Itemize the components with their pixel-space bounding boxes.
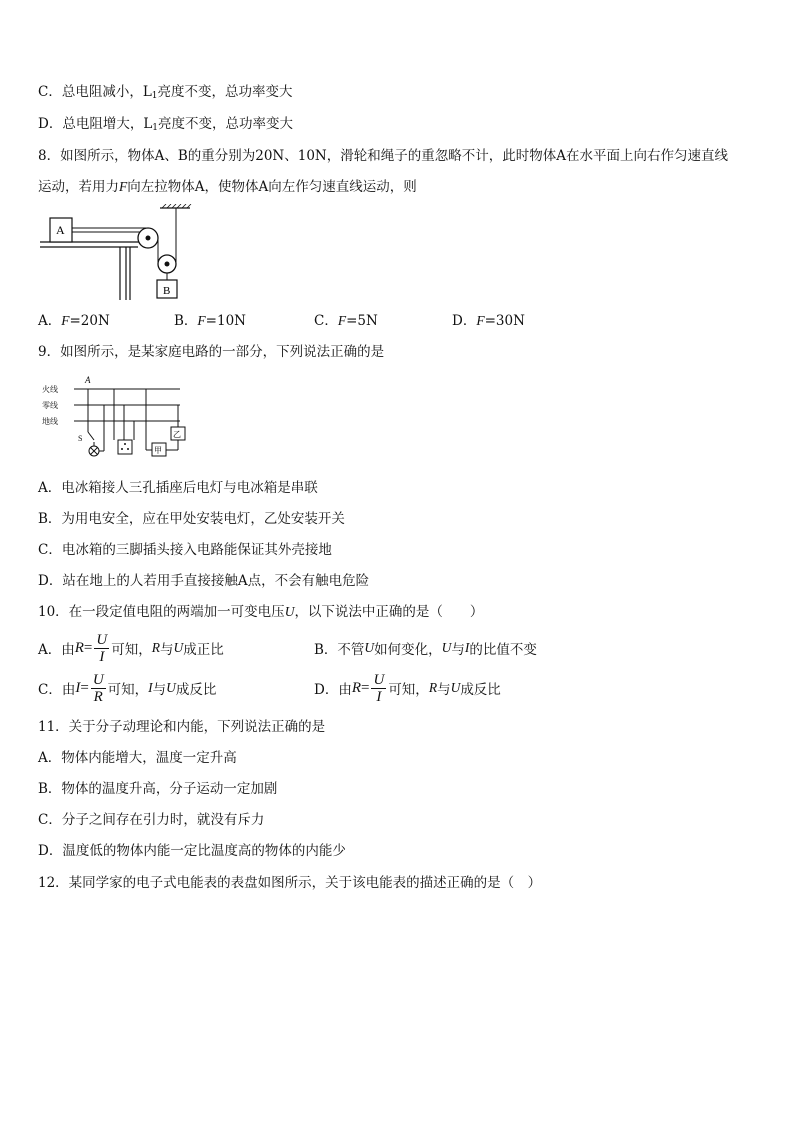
q11-option-d: D．温度低的物体内能一定比温度高的物体的内能少 (38, 843, 346, 859)
q9-option-b: B．为用电安全，应在甲处安装电灯，乙处安装开关 (38, 511, 345, 527)
q9-label-ground: 地线 (42, 417, 58, 426)
q7-option-d: D．总电阻增大，$L_1$亮度不变，总功率变大 (38, 116, 294, 133)
q10-option-d: D．由 R = $\frac{U}{I}$ 可知， R 与 U 成反比 (314, 671, 501, 705)
q9-option-d: D．站在地上的人若用手直接接触A点，不会有触电危险 (38, 573, 370, 589)
q8-option-b: B．F=10N (174, 313, 246, 329)
q9-label-live: 火线 (42, 385, 58, 394)
q9-label-jia: 甲 (154, 446, 162, 455)
q11-option-c: C．分子之间存在引力时，就没有斥力 (38, 812, 265, 828)
q9-option-c: C．电冰箱的三脚插头接入电路能保证其外壳接地 (38, 542, 332, 558)
q12-stem: 12．某同学家的电子式电能表的表盘如图所示，关于该电能表的描述正确的是（ ） (38, 875, 542, 891)
q9-label-neutral: 零线 (42, 401, 58, 410)
q8-option-a: A．F=20N (38, 313, 110, 329)
q11-stem: 11．关于分子动理论和内能，下列说法正确的是 (38, 719, 326, 735)
q9-label-point-a: A (85, 375, 91, 385)
q10-option-d-fraction: $\frac{U}{I}$ (373, 671, 385, 705)
q10-option-c: C．由 I = $\frac{U}{R}$ 可知， I 与 U 成反比 (38, 671, 217, 705)
q8-option-d: D．F=30N (452, 313, 525, 329)
q9-circuit-figure (38, 374, 188, 464)
q9-label-switch-s: S (78, 434, 83, 443)
q8-stem-line2: 运动，若用力F向左拉物体A，使物体A向左作匀速直线运动，则 (38, 179, 417, 195)
q8-option-c: C．F=5N (314, 313, 378, 329)
q11-option-a: A．物体内能增大，温度一定升高 (38, 750, 237, 766)
q8-pulley-figure (38, 204, 208, 300)
q8-label-b: B (163, 285, 171, 297)
q10-option-c-fraction: $\frac{U}{R}$ (92, 671, 104, 705)
q9-stem: 9．如图所示，是某家庭电路的一部分，下列说法正确的是 (38, 344, 385, 360)
q10-options-row1 (38, 628, 758, 668)
q10-option-b: B．不管 U 如何变化， U 与 I 的比值不变 (314, 640, 537, 658)
q10-option-a: A．由 R = $\frac{U}{I}$ 可知， R 与 U 成正比 (38, 631, 224, 665)
q7-option-c: C．总电阻减小，$L_1$亮度不变，总功率变大 (38, 84, 293, 101)
q8-label-a: A (56, 223, 65, 237)
q10-options-row2 (38, 668, 758, 708)
q10-option-a-fraction: $\frac{U}{I}$ (96, 631, 108, 665)
q8-options (38, 311, 758, 331)
q10-stem: 10．在一段定值电阻的两端加一可变电压U，以下说法中正确的是（ ） (38, 604, 484, 620)
q9-label-yi: 乙 (173, 430, 181, 439)
q9-option-a: A．电冰箱接人三孔插座后电灯与电冰箱是串联 (38, 480, 318, 496)
q8-stem-line1: 8．如图所示，物体A、B的重分别为20N、10N，滑轮和绳子的重忽略不计，此时物体A在水平面上向右作匀速直线 (38, 148, 728, 164)
q11-option-b: B．物体的温度升高，分子运动一定加剧 (38, 781, 278, 797)
